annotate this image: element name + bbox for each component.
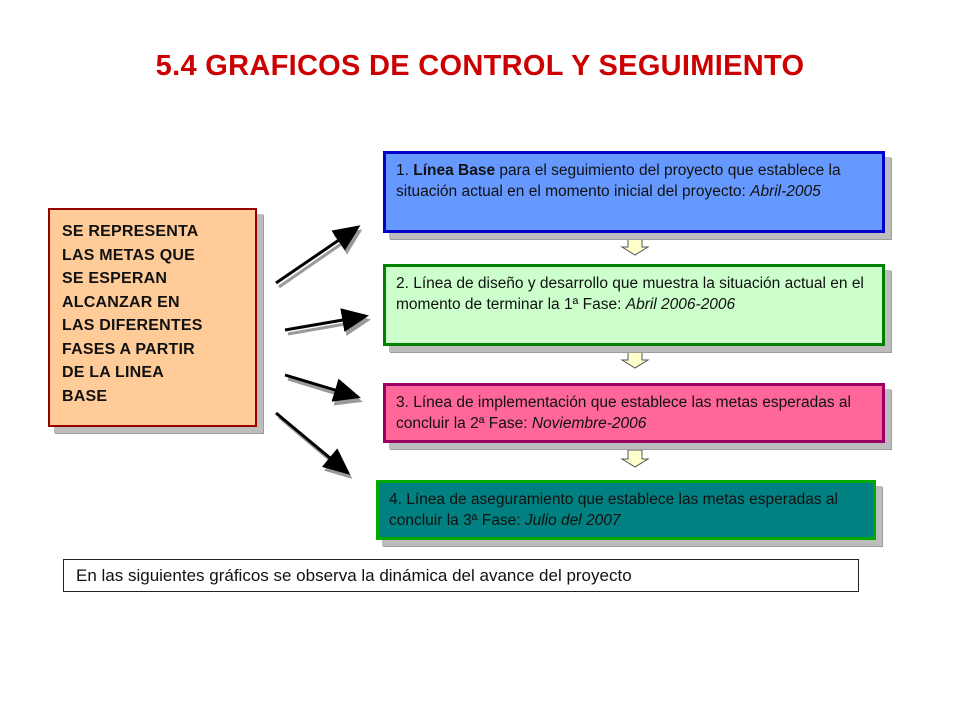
page-title: 5.4 GRAFICOS DE CONTROL Y SEGUIMIENTO bbox=[155, 50, 805, 82]
arrow-3 bbox=[285, 375, 358, 397]
arrow-1-shadow bbox=[279, 231, 360, 287]
stage-1-text: para el seguimiento del proyecto que establece la situación actual en el momento inicial del proyecto: bbox=[396, 162, 841, 200]
stage-3-date: Noviembre-2006 bbox=[531, 415, 647, 432]
stage-4-text: Línea de aseguramiento que establece las metas esperadas al concluir la 3ª Fase: bbox=[389, 491, 838, 529]
stage-2-box bbox=[383, 264, 885, 346]
goals-text: SE REPRESENTA LAS METAS QUE SE ESPERAN ALCANZAR EN LAS DIFERENTES FASES A PARTIR DE LA LINEA BASE bbox=[62, 223, 203, 405]
stage-4-date: Julio del 2007 bbox=[524, 512, 621, 529]
arrow-3-shadow bbox=[288, 379, 360, 401]
stage-2-prefix: 2. bbox=[396, 275, 414, 292]
stage-2-date: Abril 2006-2006 bbox=[625, 296, 736, 313]
stage-1-prefix: 1. bbox=[396, 162, 414, 179]
arrow-4 bbox=[276, 413, 348, 473]
stage-3-box bbox=[383, 383, 885, 443]
stage-1-bold: Línea Base bbox=[413, 162, 496, 179]
down-arrow-3 bbox=[622, 450, 648, 467]
stage-1-box bbox=[383, 151, 885, 233]
stage-3-prefix: 3. bbox=[396, 394, 414, 411]
stage-3-text: Línea de implementación que establece las metas esperadas al concluir la 2ª Fase: bbox=[396, 394, 851, 432]
stage-4-box bbox=[376, 480, 876, 540]
footer-note: En las siguientes gráficos se observa la dinámica del avance del proyecto bbox=[63, 559, 859, 592]
down-arrow-1 bbox=[622, 238, 648, 255]
down-arrow-2 bbox=[622, 351, 648, 368]
arrow-1 bbox=[276, 227, 358, 283]
stage-2-text: Línea de diseño y desarrollo que muestra la situación actual en el momento de terminar la 1ª Fase: bbox=[396, 275, 864, 313]
stage-1-date: Abril-2005 bbox=[750, 183, 821, 200]
stage-4-prefix: 4. bbox=[389, 491, 407, 508]
